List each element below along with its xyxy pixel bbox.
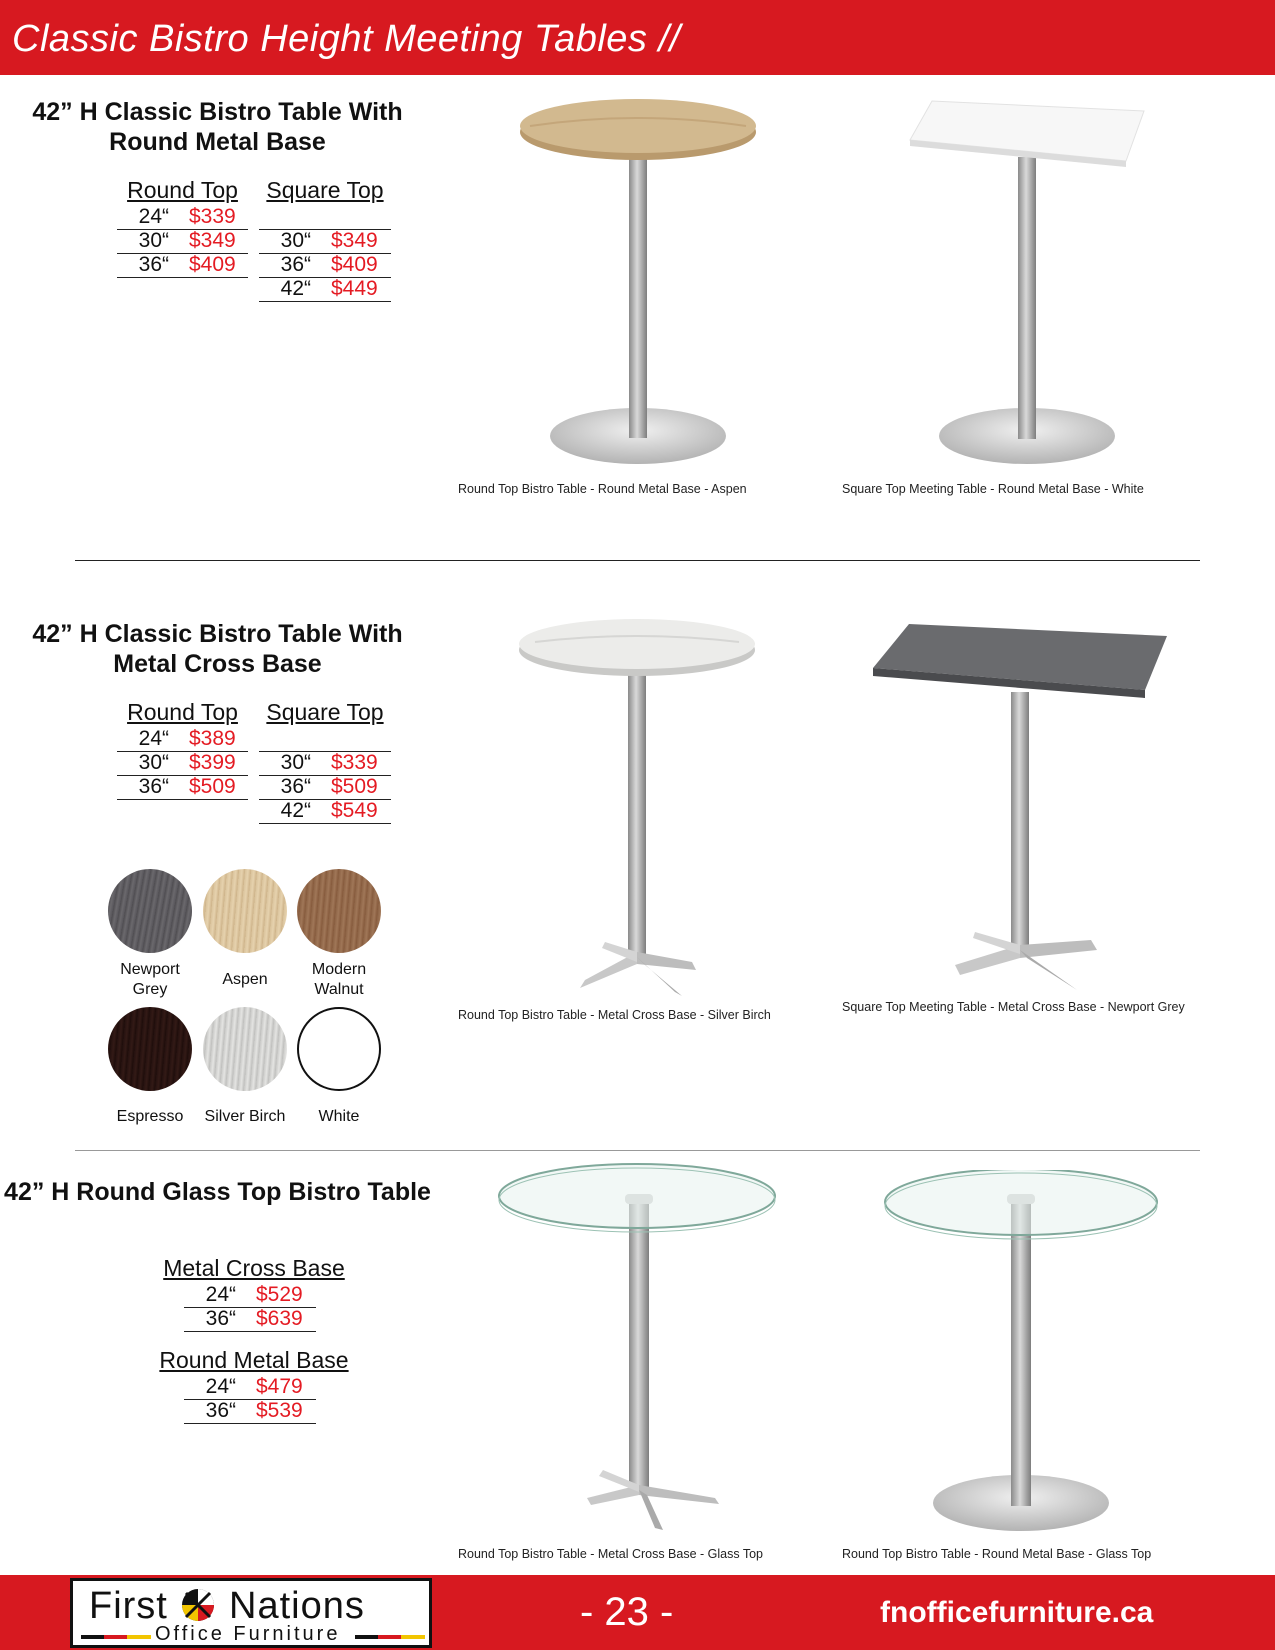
swatch-espresso: [108, 1007, 192, 1091]
price-size: 42“: [280, 799, 311, 822]
price-value: $449: [331, 277, 378, 300]
swatch-label-line: Walnut: [314, 981, 364, 998]
caption-square-newport-grey: Square Top Meeting Table - Metal Cross Base - Newport Grey: [842, 1000, 1185, 1014]
price-value: $509: [331, 775, 378, 798]
glass-table-cross-base-image: [495, 1160, 785, 1540]
swatch-label-line: Aspen: [222, 971, 268, 988]
section-2-square-prices: [259, 698, 391, 824]
swatch-label-white: [284, 1107, 394, 1127]
swatch-label-line: Silver Birch: [204, 1108, 286, 1125]
square-table-cross-base-newport-grey-image: [865, 620, 1175, 995]
price-row: [184, 1284, 316, 1308]
round-table-round-base-aspen-image: [510, 90, 770, 470]
price-row: [259, 230, 391, 254]
price-size: 30“: [280, 751, 311, 774]
section-1-title-line1: 42” H Classic Bistro Table With: [32, 98, 403, 126]
section-2-round-prices: [117, 698, 248, 800]
logo-first: First: [89, 1585, 168, 1627]
price-value: $339: [331, 751, 378, 774]
price-row: [259, 752, 391, 776]
metal-cross-base-heading: Metal Cross Base: [163, 1255, 345, 1281]
swatch-label-espresso: [95, 1107, 205, 1127]
header-bar: [0, 0, 1275, 75]
price-row: [259, 254, 391, 278]
price-value: $399: [189, 751, 236, 774]
caption-round-aspen: Round Top Bistro Table - Round Metal Base - Aspen: [458, 482, 747, 496]
page-title: Classic Bistro Height Meeting Tables //: [12, 18, 681, 60]
swatch-modern-walnut: [297, 869, 381, 953]
price-row: [184, 1376, 316, 1400]
company-logo[interactable]: [70, 1578, 432, 1648]
swatch-aspen: [203, 869, 287, 953]
price-size: 24“: [205, 1283, 236, 1306]
price-value: $639: [256, 1307, 303, 1330]
price-value: $479: [256, 1375, 303, 1398]
caption-glass-round: Round Top Bistro Table - Round Metal Base - Glass Top: [842, 1547, 1152, 1561]
swatch-label-line: White: [318, 1108, 360, 1125]
price-value: $409: [331, 253, 378, 276]
caption-square-white: Square Top Meeting Table - Round Metal Base - White: [842, 482, 1144, 496]
price-value: $539: [256, 1399, 303, 1422]
price-row: [184, 1400, 316, 1424]
price-size: 30“: [138, 751, 169, 774]
section-1-title: [20, 97, 415, 157]
section-1-round-prices: [117, 176, 248, 278]
section-2-title-line2: Metal Cross Base: [113, 650, 322, 678]
price-row: [184, 1308, 316, 1332]
glass-table-round-base-image: [880, 1170, 1170, 1540]
swatch-newport-grey: [108, 869, 192, 953]
caption-round-silver-birch: Round Top Bistro Table - Metal Cross Base - Silver Birch: [458, 1008, 771, 1022]
price-size: 36“: [280, 775, 311, 798]
logo-stripe-left: [81, 1635, 151, 1639]
price-row: [117, 230, 248, 254]
logo-nations: Nations: [229, 1585, 365, 1627]
price-size: 30“: [280, 229, 311, 252]
price-size: 36“: [138, 775, 169, 798]
section-3-title: 42” H Round Glass Top Bistro Table: [4, 1178, 431, 1206]
section-1-square-prices: [259, 176, 391, 302]
price-row: [117, 776, 248, 800]
section-divider-2: [75, 1150, 1200, 1151]
logo-subtitle: Office Furniture: [155, 1623, 341, 1645]
section-2-title-line1: 42” H Classic Bistro Table With: [32, 620, 403, 648]
price-row: [117, 752, 248, 776]
price-value: $389: [189, 727, 236, 750]
price-value: $409: [189, 253, 236, 276]
page-number: - 23 -: [580, 1590, 674, 1634]
price-size: 30“: [138, 229, 169, 252]
swatch-label-line: Newport: [120, 961, 180, 978]
caption-glass-cross: Round Top Bistro Table - Metal Cross Base - Glass Top: [458, 1547, 764, 1561]
price-row: [117, 728, 248, 752]
swatch-silver-birch: [203, 1007, 287, 1091]
price-value: $339: [189, 205, 236, 228]
price-size: 36“: [280, 253, 311, 276]
price-size: 24“: [138, 205, 169, 228]
swatch-white: [297, 1007, 381, 1091]
round-metal-base-heading: Round Metal Base: [159, 1347, 349, 1373]
swatch-label-line: Espresso: [116, 1108, 184, 1125]
price-size: 24“: [205, 1375, 236, 1398]
price-row: [259, 776, 391, 800]
round-top-heading: Round Top: [127, 699, 238, 725]
price-row-blank: [259, 728, 391, 752]
square-top-heading: Square Top: [266, 177, 384, 203]
price-value: $349: [189, 229, 236, 252]
swatch-label-line: Modern: [311, 961, 367, 978]
square-table-round-base-white-image: [890, 95, 1150, 470]
swatch-label-modern-walnut: [284, 960, 394, 1000]
logo-stripe-right: [355, 1635, 425, 1639]
swatch-label-line: Grey: [132, 981, 168, 998]
price-size: 24“: [138, 727, 169, 750]
section-2-title: [20, 619, 415, 679]
round-table-cross-base-silver-birch-image: [510, 612, 770, 1002]
website-link[interactable]: fnofficefurniture.ca: [880, 1596, 1154, 1629]
price-value: $509: [189, 775, 236, 798]
price-size: 36“: [205, 1399, 236, 1422]
price-size: 36“: [205, 1307, 236, 1330]
section-divider-1: [75, 560, 1200, 561]
price-value: $529: [256, 1283, 303, 1306]
section-3-round-base-prices: [154, 1346, 354, 1424]
price-value: $349: [331, 229, 378, 252]
price-row-blank: [259, 206, 391, 230]
price-size: 42“: [280, 277, 311, 300]
logo-text: [89, 1585, 365, 1628]
price-row: [259, 278, 391, 302]
price-value: $549: [331, 799, 378, 822]
swatch-label-newport-grey: [95, 960, 205, 1000]
price-row: [117, 206, 248, 230]
medicine-wheel-icon: [181, 1588, 215, 1622]
price-size: 36“: [138, 253, 169, 276]
round-top-heading: Round Top: [127, 177, 238, 203]
square-top-heading: Square Top: [266, 699, 384, 725]
price-row: [259, 800, 391, 824]
price-row: [117, 254, 248, 278]
section-3-cross-prices: [154, 1254, 354, 1332]
section-1-title-line2: Round Metal Base: [109, 128, 326, 156]
